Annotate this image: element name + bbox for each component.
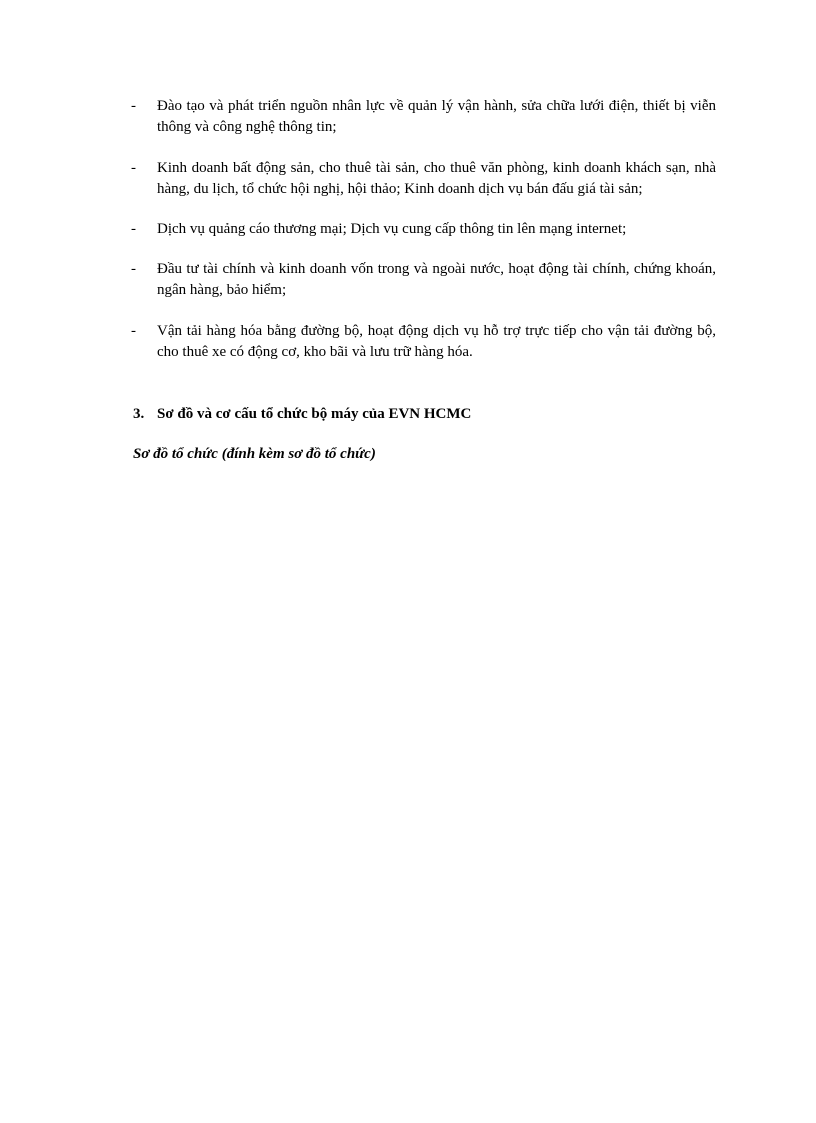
list-item-text: Kinh doanh bất động sản, cho thuê tài sản, cho thuê văn phòng, kinh doanh khách sạn, nhà hàng, du lịch, tổ chức hội nghị, hội thảo; Kinh doanh dịch vụ bán đấu giá tài sản;	[157, 160, 716, 197]
list-item-text: Đào tạo và phát triển nguồn nhân lực về quản lý vận hành, sửa chữa lưới điện, thiết bị viễn thông và công nghệ thông tin;	[157, 98, 716, 135]
list-item	[130, 158, 716, 200]
bullet-marker: -	[131, 98, 136, 114]
section-number: 3.	[133, 406, 145, 422]
list-item-text: Vận tải hàng hóa bằng đường bộ, hoạt động dịch vụ hỗ trợ trực tiếp cho vận tải đường bộ, cho thuê xe có động cơ, kho bãi và lưu trữ hàng hóa.	[157, 323, 716, 360]
bullet-marker: -	[131, 323, 136, 339]
list-item	[130, 219, 716, 240]
list-item	[130, 259, 716, 301]
list-item	[130, 96, 716, 138]
list-item-text: Đầu tư tài chính và kinh doanh vốn trong và ngoài nước, hoạt động tài chính, chứng khoán, ngân hàng, bảo hiểm;	[157, 261, 716, 298]
bullet-marker: -	[131, 160, 136, 176]
list-item-text: Dịch vụ quảng cáo thương mại; Dịch vụ cung cấp thông tin lên mạng internet;	[157, 221, 627, 237]
business-activities-list	[130, 96, 716, 382]
bullet-marker: -	[131, 261, 136, 277]
bullet-marker: -	[131, 221, 136, 237]
section-title: Sơ đồ và cơ cấu tổ chức bộ máy của EVN HCMC	[157, 406, 472, 422]
list-item	[130, 321, 716, 363]
section-heading	[133, 404, 713, 425]
org-chart-note: Sơ đồ tổ chức (đính kèm sơ đồ tổ chức)	[133, 446, 376, 462]
